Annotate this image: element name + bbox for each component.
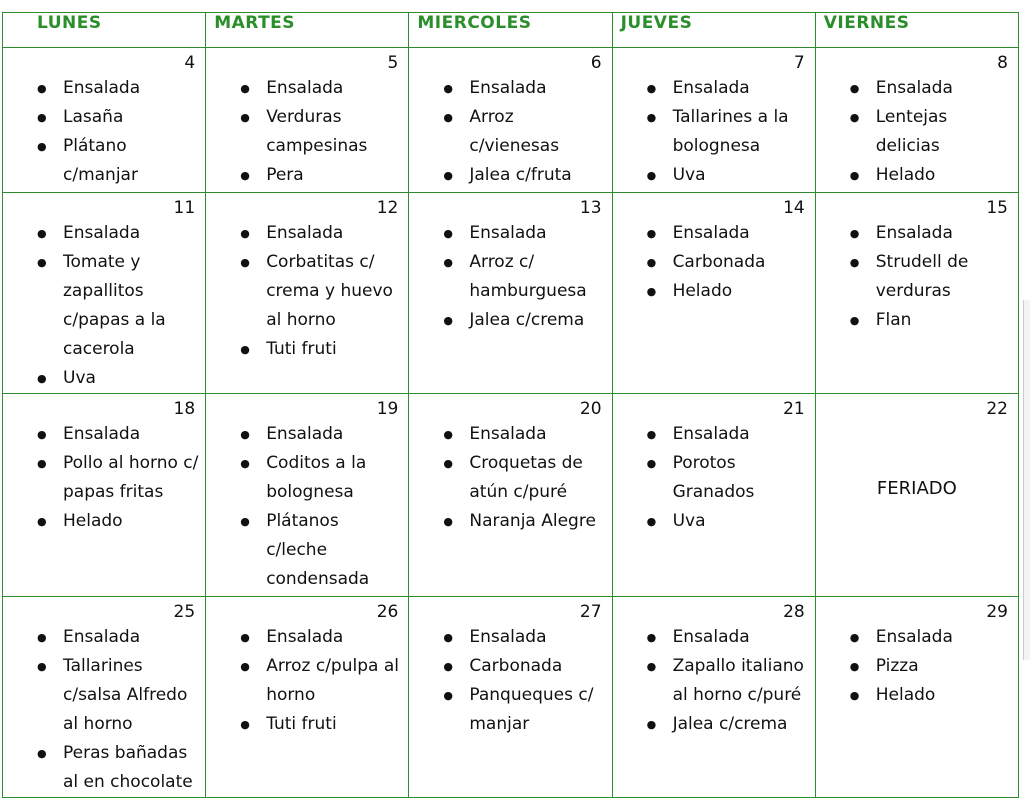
menu-item: ● Croquetas de atún c/puré [409,449,605,507]
menu-item-list [206,623,408,739]
menu-item: ● Ensalada [816,623,1012,652]
menu-item: ● Carbonada [409,652,605,681]
menu-item-list [816,74,1018,190]
menu-item: ● Peras bañadas al en chocolate [3,739,199,797]
holiday-note: FERIADO [876,478,957,499]
menu-item: ● Ensalada [206,420,402,449]
day-cell [815,193,1018,394]
day-cell [206,193,409,394]
day-number: 14 [783,198,805,218]
menu-item-list [206,219,408,364]
day-number: 5 [387,53,399,73]
menu-item: ● Ensalada [613,219,809,248]
menu-item: ● Ensalada [206,74,402,103]
menu-item: ● Strudell de verduras [816,248,1012,306]
day-cell [612,394,815,597]
day-cell [612,48,815,193]
menu-item: ● Ensalada [816,219,1012,248]
menu-item: ● Tuti fruti [206,710,402,739]
menu-item: ● Verduras campesinas [206,103,402,161]
menu-item: ● Ensalada [3,219,199,248]
menu-item-list [3,623,205,797]
day-cell [409,394,612,597]
menu-item: ● Ensalada [3,420,199,449]
menu-item: ● Ensalada [409,420,605,449]
day-cell [206,48,409,193]
day-cell [815,597,1018,798]
menu-item: ● Tuti fruti [206,335,402,364]
menu-item-list [409,219,611,335]
menu-item-list [206,74,408,190]
day-number: 21 [783,399,805,419]
menu-item: ● Ensalada [409,219,605,248]
menu-item: ● Jalea c/crema [613,710,809,739]
menu-item-list [206,420,408,594]
scrollbar[interactable] [1023,300,1030,660]
menu-item: ● Carbonada [613,248,809,277]
day-number: 19 [376,399,399,419]
day-cell [206,394,409,597]
menu-item: ● Zapallo italiano al horno c/puré [613,652,809,710]
menu-item: ● Uva [613,161,809,190]
menu-item-list [816,219,1018,335]
menu-item-list [613,74,815,190]
day-cell [3,193,206,394]
day-number: 18 [173,399,196,419]
menu-item: ● Panqueques c/ manjar [409,681,605,739]
menu-item: ● Arroz c/vienesas [409,103,605,161]
menu-item: ● Ensalada [3,74,199,103]
day-cell [409,193,612,394]
day-number: 28 [783,602,805,622]
menu-item-list [613,420,815,536]
menu-item: ● Helado [3,507,199,536]
menu-item: ● Helado [816,681,1012,710]
weekday-header-viernes: VIERNES [815,13,1018,48]
menu-item: ● Naranja Alegre [409,507,605,536]
weekday-header-miercoles: MIERCOLES [409,13,612,48]
day-cell [409,597,612,798]
day-number: 12 [376,198,399,218]
menu-item: ● Plátanos c/leche condensada [206,507,402,594]
menu-item: ● Ensalada [206,219,402,248]
menu-item: ● Helado [613,277,809,306]
day-cell [3,48,206,193]
day-cell [3,597,206,798]
menu-item: ● Ensalada [409,74,605,103]
menu-item: ● Coditos a la bolognesa [206,449,402,507]
menu-item-list [3,420,205,536]
week-row [3,193,1019,394]
menu-item-list [409,420,611,536]
menu-item: ● Lasaña [3,103,199,132]
menu-item-list [613,219,815,306]
day-cell [3,394,206,597]
day-number: 8 [997,53,1008,73]
menu-item-list [816,623,1018,710]
day-number: 25 [173,602,196,622]
day-number: 22 [986,399,1008,419]
menu-item: ● Arroz c/ hamburguesa [409,248,605,306]
menu-item: ● Plátano c/manjar [3,132,199,190]
day-number: 20 [579,399,602,419]
menu-item: ● Pizza [816,652,1012,681]
menu-item: ● Ensalada [613,74,809,103]
week-row [3,48,1019,193]
menu-item-list [3,74,205,190]
day-cell [815,48,1018,193]
menu-item: ● Jalea c/crema [409,306,605,335]
menu-item: ● Tomate y zapallitos c/papas a la cacerola [3,248,199,364]
weekday-header-lunes: LUNES [3,13,206,48]
day-number: 11 [173,198,196,218]
menu-item-list [3,219,205,393]
day-number: 26 [376,602,399,622]
menu-item: ● Corbatitas c/ crema y huevo al horno [206,248,402,335]
weekday-header-martes: MARTES [206,13,409,48]
menu-item: ● Ensalada [613,420,809,449]
menu-item-list [613,623,815,739]
menu-item: ● Ensalada [613,623,809,652]
lunch-menu-table [2,12,1019,798]
week-row [3,597,1019,798]
menu-item: ● Helado [816,161,1012,190]
day-number: 13 [579,198,602,218]
week-row [3,394,1019,597]
day-number: 15 [986,198,1008,218]
day-cell [206,597,409,798]
menu-item: ● Ensalada [816,74,1012,103]
menu-item-list [409,623,611,739]
day-cell [612,597,815,798]
menu-item: ● Arroz c/pulpa al horno [206,652,402,710]
menu-item: ● Jalea c/fruta [409,161,605,190]
menu-item: ● Uva [3,364,199,393]
menu-item: ● Pera [206,161,402,190]
day-cell [612,193,815,394]
day-number: 27 [579,602,602,622]
day-number: 6 [590,53,602,73]
menu-item: ● Ensalada [3,623,199,652]
menu-item: ● Lentejas delicias [816,103,1012,161]
day-cell [409,48,612,193]
menu-item: ● Pollo al horno c/ papas fritas [3,449,199,507]
day-number: 7 [793,53,805,73]
weekday-header-jueves: JUEVES [612,13,815,48]
day-cell [815,394,1018,597]
menu-item: ● Ensalada [206,623,402,652]
menu-item: ● Uva [613,507,809,536]
menu-item: ● Flan [816,306,1012,335]
menu-item: ● Tallarines c/salsa Alfredo al horno [3,652,199,739]
menu-item: ● Tallarines a la bolognesa [613,103,809,161]
weekday-header-row [3,13,1019,48]
day-number: 4 [184,53,196,73]
menu-item: ● Ensalada [409,623,605,652]
day-number: 29 [986,602,1008,622]
menu-item-list [409,74,611,190]
menu-item: ● Porotos Granados [613,449,809,507]
